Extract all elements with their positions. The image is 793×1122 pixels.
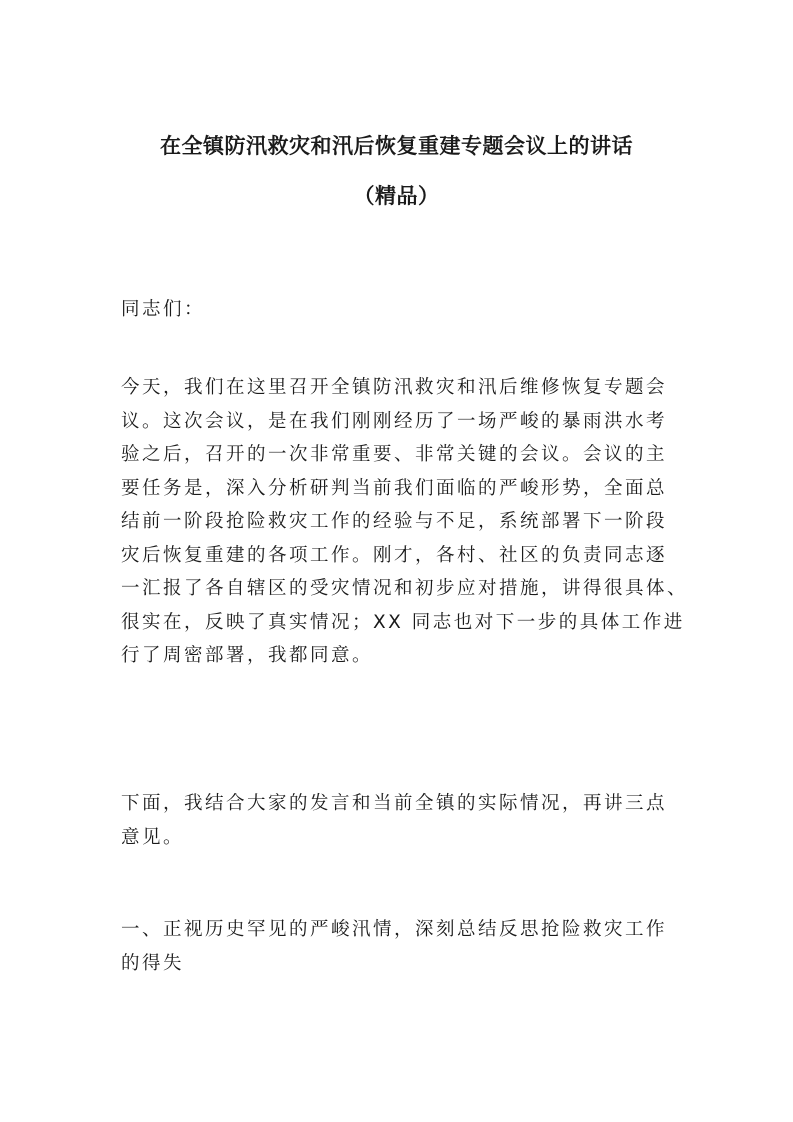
section-heading-one — [121, 913, 681, 980]
paragraph-line: 要任务是，深入分析研判当前我们面临的严峻形势，全面总 — [121, 477, 668, 499]
salutation — [121, 293, 681, 327]
paragraph-transition — [121, 787, 681, 854]
salutation-text: 同志们： — [121, 299, 206, 320]
paragraph-line: 结前一阶段抢险救灾工作的经验与不足，系统部署下一阶段 — [121, 511, 668, 532]
paragraph-line: 灾后恢复重建的各项工作。刚才，各村、社区的负责同志逐 — [121, 544, 668, 566]
paragraph-line: 的得失 — [121, 952, 185, 974]
paragraph-line: 下面，我结合大家的发言和当前全镇的实际情况，再讲三点 — [121, 793, 668, 814]
paragraph-line: 一汇报了各自辖区的受灾情况和初步应对措施，讲得很具体、 — [121, 578, 689, 599]
paragraph-line: 很实在，反映了真实情况；XX 同志也对下一步的具体工作进 — [121, 611, 685, 633]
paragraph-line: 一、正视历史罕见的严峻汛情，深刻总结反思抢险救灾工作 — [121, 919, 668, 940]
paragraph-line: 意见。 — [121, 826, 185, 848]
paragraph-line: 议。这次会议，是在我们刚刚经历了一场严峻的暴雨洪水考 — [121, 410, 668, 432]
paragraph-line: 行了周密部署，我都同意。 — [121, 645, 374, 666]
document-subtitle: （精品） — [353, 184, 440, 208]
paragraph-line: 验之后，召开的一次非常重要、非常关键的会议。会议的主 — [121, 444, 668, 465]
document-title: 在全镇防汛救灾和汛后恢复重建专题会议上的讲话 — [160, 134, 633, 158]
paragraph-opening — [121, 371, 689, 673]
paragraph-line: 今天，我们在这里召开全镇防汛救灾和汛后维修恢复专题会 — [121, 377, 668, 398]
